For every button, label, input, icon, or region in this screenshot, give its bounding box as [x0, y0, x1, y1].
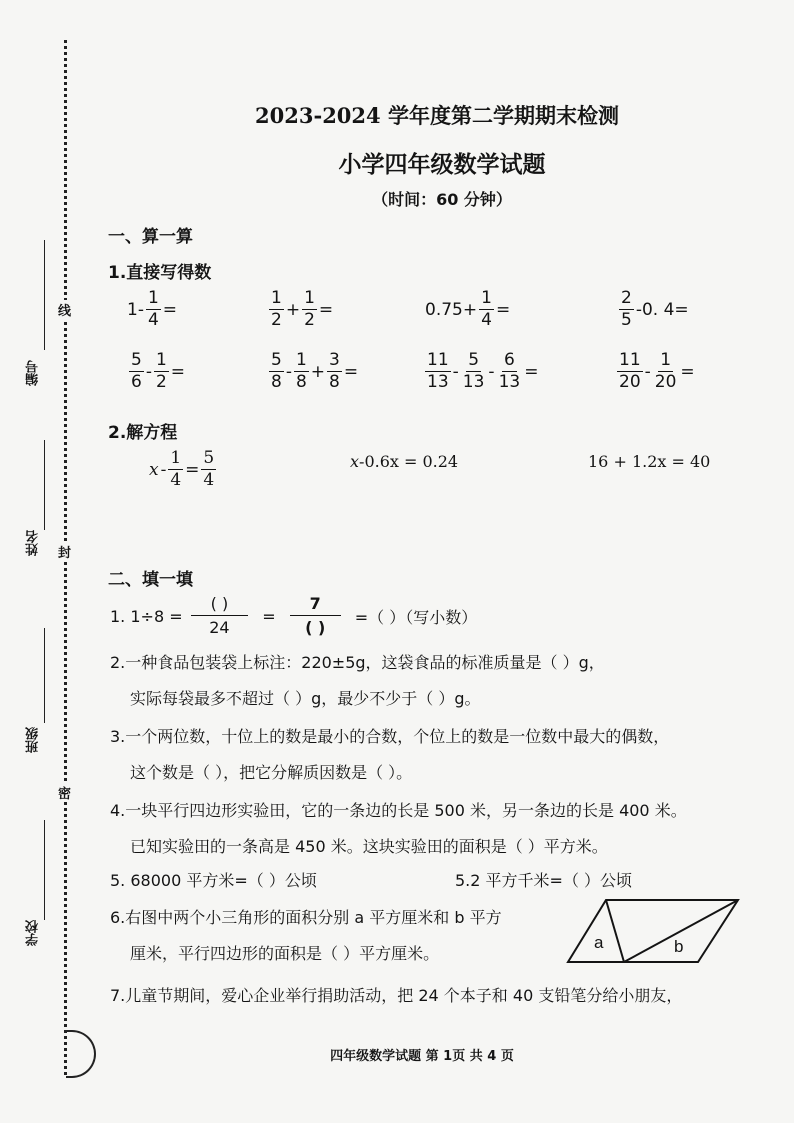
- numerator: 1: [304, 288, 315, 308]
- school-blank-line: [44, 820, 45, 920]
- fraction: [497, 352, 523, 391]
- section1-heading: 一、算一算: [108, 227, 193, 247]
- equation-3: 16 + 1.2x = 40: [588, 452, 711, 471]
- calc-text: =: [162, 299, 178, 320]
- denominator: 13: [498, 372, 521, 392]
- page-footer: 四年级数学试题 第 1页 共 4 页: [330, 1049, 514, 1064]
- equation-1: [148, 450, 217, 489]
- calc-text: 0.75+: [425, 299, 478, 320]
- denominator: 24: [209, 618, 230, 637]
- denominator: 8: [295, 372, 307, 392]
- class-label: 班级: [26, 727, 41, 753]
- fraction: [201, 450, 216, 489]
- fraction: [479, 290, 494, 329]
- fraction: [294, 352, 309, 391]
- fraction: [653, 352, 679, 391]
- denominator: 4: [203, 470, 215, 490]
- calc-item-4: [618, 290, 690, 329]
- numerator: 5: [468, 350, 480, 370]
- fill-q3-line2: 这个数是（ ），把它分解质因数是（ ）。: [130, 763, 413, 782]
- numerator: 5: [271, 350, 282, 370]
- numerator: 1: [660, 350, 672, 370]
- name-blank-line: [44, 440, 45, 530]
- q1-text: =（ ）（写小数）: [354, 607, 478, 627]
- calc-item-2: [268, 290, 334, 329]
- variable: x: [350, 452, 360, 471]
- fraction: [269, 290, 284, 329]
- denominator: ( ): [305, 618, 326, 637]
- operator: -: [488, 361, 495, 382]
- denominator: 13: [427, 372, 449, 392]
- name-label: 姓名: [26, 530, 41, 556]
- fraction: [154, 352, 169, 391]
- denominator: 20: [619, 372, 641, 392]
- operator: -: [145, 361, 152, 382]
- denominator: 2: [304, 310, 315, 330]
- operator: +: [285, 299, 301, 320]
- numerator: 1: [481, 288, 492, 308]
- school-label: 学校: [26, 920, 41, 946]
- operator: -: [452, 361, 459, 382]
- calc-text: -0. 4=: [635, 299, 689, 320]
- operator: +: [310, 361, 326, 382]
- calc-item-8: [616, 352, 696, 391]
- calc-text: =: [495, 299, 511, 320]
- denominator: 5: [621, 310, 632, 330]
- numerator: 11: [619, 350, 641, 370]
- fill-q3-line1: 3.一个两位数，十位上的数是最小的合数，个位上的数是一位数中最大的偶数，: [110, 727, 670, 746]
- fill-q2-line2: 实际每袋最多不超过（ ）g，最少不少于（ ）g。: [130, 689, 481, 708]
- fill-q7-line1: 7.儿童节期间，爱心企业举行捐助活动，把 24 个本子和 40 支铅笔分给小朋友，: [110, 986, 683, 1005]
- operator: =: [185, 459, 200, 480]
- triangle-b-label: b: [674, 937, 684, 956]
- fill-q4-line1: 4.一块平行四边形实验田，它的一条边的长是 500 米，另一条边的长是 400 米。: [110, 801, 687, 820]
- numerator: 3: [329, 350, 340, 370]
- fill-q2-line1: 2.一种食品包装袋上标注：220±5g，这袋食品的标准质量是（ ）g，: [110, 653, 605, 672]
- numerator: ( ): [191, 596, 249, 616]
- fill-q5-part-a: 5. 68000 平方米=（ ）公顷: [110, 871, 317, 890]
- operator: =: [262, 606, 276, 626]
- numerator: 1: [147, 288, 159, 308]
- operator: -: [285, 361, 292, 382]
- numerator: 2: [621, 288, 632, 308]
- seal-seal-char: 封: [58, 542, 71, 561]
- denominator: 6: [131, 372, 142, 392]
- fill-q4-line2: 已知实验田的一条高是 450 米。这块实验田的面积是（ ）平方米。: [130, 837, 608, 856]
- denominator: 13: [462, 372, 485, 392]
- numerator: 1: [170, 448, 182, 468]
- numerator: 7: [290, 596, 341, 616]
- triangle-a-edge: [606, 900, 624, 962]
- exam-title: 2023-2024 学年度第二学期期末检测: [255, 103, 619, 128]
- section2-heading: 二、填一填: [108, 570, 193, 590]
- fraction: [146, 290, 161, 329]
- calc-text: =: [343, 361, 359, 382]
- fraction: [619, 290, 634, 329]
- seal-line-char: 线: [58, 300, 71, 319]
- seal-secret-char: 密: [58, 783, 71, 802]
- fill-q6-line2: 厘米，平行四边形的面积是（ ）平方厘米。: [130, 944, 440, 963]
- denominator: 4: [147, 310, 159, 330]
- numerator: 1: [155, 350, 167, 370]
- denominator: 4: [481, 310, 492, 330]
- number-blank-line: [44, 240, 45, 350]
- fraction: [617, 352, 643, 391]
- denominator: 20: [654, 372, 677, 392]
- denominator: 4: [170, 470, 182, 490]
- class-blank-line: [44, 628, 45, 723]
- number-label: 编号: [26, 360, 41, 386]
- numerator: 1: [271, 288, 282, 308]
- numerator: 5: [203, 448, 215, 468]
- equation-text: -0.6x = 0.24: [359, 452, 459, 471]
- blank-fraction: [290, 596, 341, 636]
- part1-heading: 1.直接写得数: [108, 263, 212, 283]
- operator: -: [644, 361, 651, 382]
- fraction: [129, 352, 144, 391]
- fraction: [302, 290, 317, 329]
- q1-text: 1. 1÷8 =: [110, 606, 183, 626]
- exam-time: （时间：60 分钟）: [372, 190, 512, 209]
- fraction: [269, 352, 284, 391]
- numerator: 1: [295, 350, 307, 370]
- calc-text: 1-: [127, 299, 144, 320]
- parallelogram-outline: [568, 900, 738, 962]
- parallelogram-figure: [566, 896, 742, 968]
- fill-q5-part-b: 5.2 平方千米=（ ）公顷: [455, 871, 633, 890]
- denominator: 2: [271, 310, 282, 330]
- calc-item-3: [424, 290, 511, 329]
- calc-item-1: [126, 290, 178, 329]
- calc-text: =: [680, 361, 695, 382]
- calc-item-6: [268, 352, 359, 391]
- triangle-a-label: a: [594, 933, 604, 952]
- numerator: 11: [427, 350, 449, 370]
- blank-fraction: [191, 596, 249, 636]
- fraction: [327, 352, 342, 391]
- denominator: 2: [155, 372, 167, 392]
- numerator: 6: [503, 350, 515, 370]
- part2-heading: 2.解方程: [108, 423, 178, 443]
- denominator: 8: [329, 372, 340, 392]
- calc-item-7: [424, 352, 539, 391]
- fill-q1: [110, 596, 477, 636]
- calc-item-5: [128, 352, 186, 391]
- fraction: [168, 450, 183, 489]
- calc-text: =: [318, 299, 334, 320]
- fraction: [461, 352, 487, 391]
- numerator: 5: [131, 350, 142, 370]
- calc-text: =: [524, 361, 539, 382]
- exam-subtitle: 小学四年级数学试题: [338, 152, 546, 178]
- calc-text: =: [170, 361, 186, 382]
- operator: -: [160, 459, 167, 480]
- equation-2: [350, 452, 458, 471]
- fill-q6-line1: 6.右图中两个小三角形的面积分别 a 平方厘米和 b 平方: [110, 908, 502, 927]
- fraction: [425, 352, 451, 391]
- variable: x: [149, 459, 159, 480]
- denominator: 8: [271, 372, 282, 392]
